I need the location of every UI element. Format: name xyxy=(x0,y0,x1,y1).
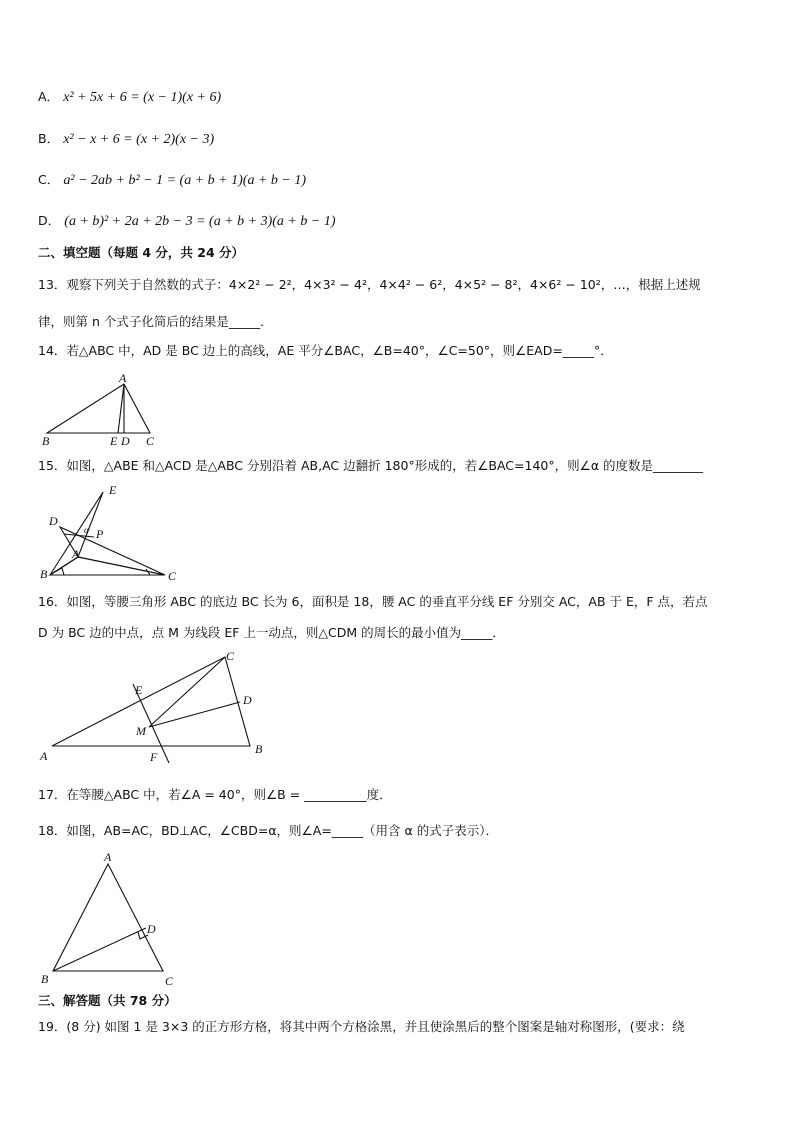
q14-label-e: E xyxy=(110,434,118,448)
q16-label-d: D xyxy=(243,693,252,707)
q14-label-c: C xyxy=(146,434,155,448)
q16-label-e: E xyxy=(135,683,143,697)
option-d-label: D． xyxy=(38,213,61,228)
q15-label-alpha: α xyxy=(84,525,89,535)
q18-triangle-abc xyxy=(53,864,163,971)
option-c-label: C． xyxy=(38,172,60,187)
q16-label-b: B xyxy=(255,742,263,756)
q14-label-b: B xyxy=(42,434,50,448)
section-heading-fill-in: 二、填空题（每题 4 分，共 24 分） xyxy=(38,245,245,260)
q16-label-c: C xyxy=(226,649,235,663)
q18-label-a: A xyxy=(104,850,112,864)
option-b-label: B． xyxy=(38,131,60,146)
question-16-line-1: 16．如图，等腰三角形 ABC 的底边 BC 长为 6，面积是 18，腰 AC 的垂直平分线 EF 分别交 AC，AB 于 E，F 点，若点 xyxy=(38,594,708,609)
question-18-text: 18．如图，AB=AC，BD⊥AC，∠CBD=α，则∠A=_____（用含 α 的式子表示）． xyxy=(38,823,498,838)
option-a-label: A． xyxy=(38,89,60,104)
q16-label-m: M xyxy=(136,724,146,738)
q16-label-a: A xyxy=(40,749,48,763)
question-19-text: 19．(8 分) 如图 1 是 3×3 的正方形方格，将其中两个方格涂黑，并且使涂黑后的整个图案是轴对称图形，(要求：绕 xyxy=(38,1019,685,1034)
q18-altitude-bd xyxy=(53,928,146,971)
q16-label-f: F xyxy=(150,750,158,764)
option-a-expression: x² + 5x + 6 = (x − 1)(x + 6) xyxy=(63,90,222,105)
question-17-text: 17．在等腰△ABC 中，若∠A = 40°，则∠B = __________度． xyxy=(38,787,392,802)
question-14-text: 14．若△ABC 中，AD 是 BC 边上的高线，AE 平分∠BAC，∠B=40°，∠C=50°，则∠EAD=_____°． xyxy=(38,343,613,358)
q15-label-c: C xyxy=(168,569,177,583)
question-13-line-1: 13．观察下列关于自然数的式子：4×2² − 2²，4×3² − 4²，4×4² − 6²，4×5² − 8²，4×6² − 10²，…，根据上述规 xyxy=(38,277,701,292)
option-b-expression: x² − x + 6 = (x + 2)(x − 3) xyxy=(63,132,215,147)
q14-label-d: D xyxy=(121,434,130,448)
q14-label-a: A xyxy=(119,371,127,385)
q15-label-d: D xyxy=(49,514,58,528)
option-c-expression: a² − 2ab + b² − 1 = (a + b + 1)(a + b − 1) xyxy=(63,173,306,188)
q18-label-c: C xyxy=(165,974,174,988)
option-d-expression: (a + b)² + 2a + 2b − 3 = (a + b + 3)(a + b − 1) xyxy=(64,214,336,229)
question-13-line-2: 律，则第 n 个式子化简后的结果是_____． xyxy=(38,314,273,329)
q15-label-b: B xyxy=(40,567,48,581)
q18-label-d: D xyxy=(147,922,156,936)
question-15-text: 15．如图，△ABE 和△ACD 是△ABC 分别沿着 AB,AC 边翻折 180°形成的，若∠BAC=140°，则∠α 的度数是________ xyxy=(38,458,704,473)
q15-label-p: P xyxy=(96,527,104,541)
q15-label-a: A xyxy=(72,547,80,561)
q18-label-b: B xyxy=(41,972,49,986)
section-heading-solutions: 三、解答题（共 78 分） xyxy=(38,993,177,1008)
question-16-line-2: D 为 BC 边的中点，点 M 为线段 EF 上一动点，则△CDM 的周长的最小值为_____． xyxy=(38,625,505,640)
q15-label-e: E xyxy=(109,483,117,497)
